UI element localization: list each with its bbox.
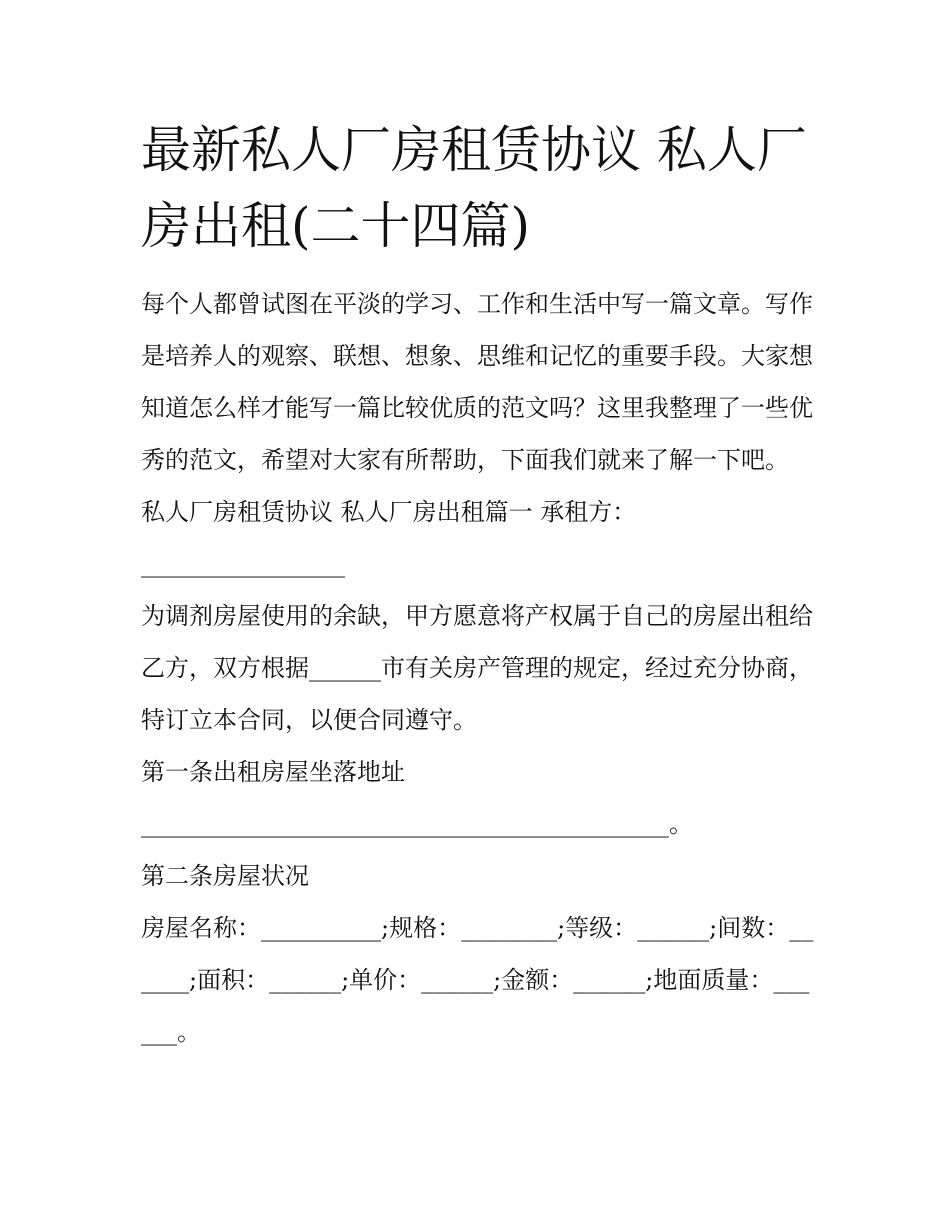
section-heading: 私人厂房租赁协议 私人厂房出租篇一 承租方：: [141, 498, 637, 526]
address-line: ____________________________________________。: [141, 810, 693, 838]
document-title: 最新私人厂房租赁协议 私人厂房出租(二十四篇): [141, 121, 807, 255]
house-status-paragraph: 房屋名称：__________;规格：________;等级：______;间数：______;面积：______;单价：______;金额：______;地面质量：______。: [141, 914, 814, 1046]
intro-paragraph: 每个人都曾试图在平淡的学习、工作和生活中写一篇文章。写作是培养人的观察、联想、想象、思维和记忆的重要手段。大家想知道怎么样才能写一篇比较优质的范文吗？这里我整理了一些优秀的范文，希望对大家有所帮助，下面我们就来了解一下吧。: [141, 290, 813, 474]
clause-intro-paragraph: 为调剂房屋使用的余缺，甲方愿意将产权属于自己的房屋出租给乙方，双方根据______市有关房产管理的规定，经过充分协商，特订立本合同，以便合同遵守。: [141, 602, 813, 734]
article-1-heading: 第一条出租房屋坐落地址: [141, 758, 405, 786]
blank-line: _________________: [141, 550, 345, 578]
document-page: [141, 112, 816, 1058]
article-2-heading: 第二条房屋状况: [141, 862, 309, 890]
